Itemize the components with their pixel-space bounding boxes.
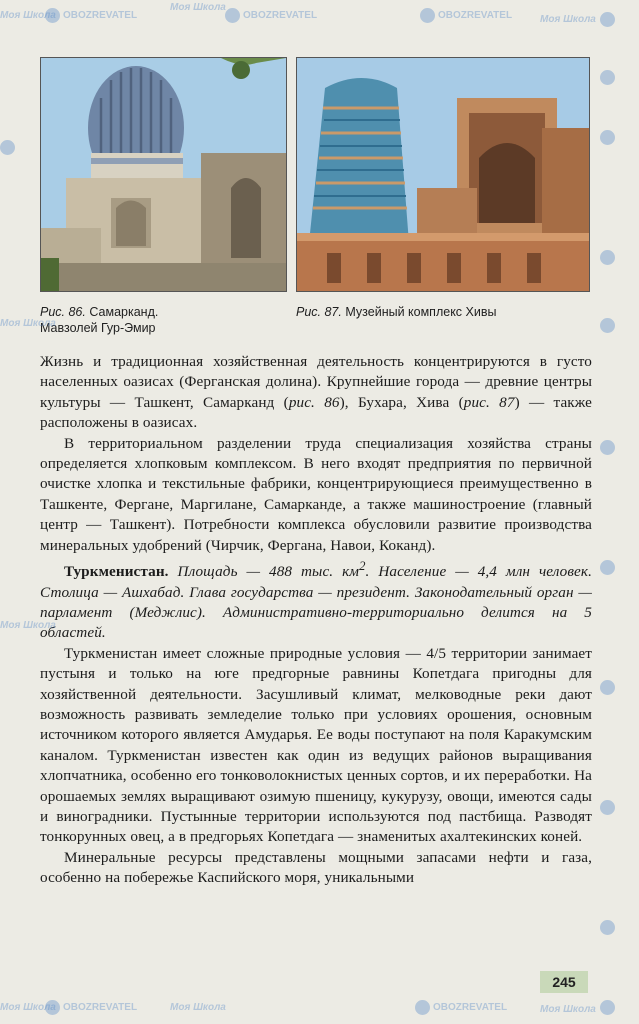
body-text <box>40 352 592 889</box>
paragraph-cotton-complex: В территориальном разделении труда специализация хозяйства страны определяется хлопковым комплексом. В него входят предприятия по первичной очистке хлопка и текстильные фабрики, концентрирующиеся преимущественно в Ташкенте, Фергане, Маргилане, Самарканде, а также машиностроение (главный центр — Ташкент). Потребности комплекса обусловили развитие производства минеральных удобрений (Чирчик, Фергана, Навои, Коканд). <box>40 434 592 554</box>
figure-86-caption-line1: Самарканд. <box>89 305 159 319</box>
paragraph-mineral-resources: Минеральные ресурсы представлены мощными запасами нефти и газа, особенно на побережье Каспийского моря, уникальными <box>40 848 592 887</box>
figure-86-number: Рис. 86. <box>40 305 86 319</box>
watermark-school: Моя Школа <box>0 318 56 329</box>
watermark-logo-icon <box>600 250 615 265</box>
page-number: 245 <box>540 971 588 993</box>
watermark-logo-icon <box>600 1000 615 1015</box>
watermark-logo-icon <box>45 8 60 23</box>
watermark <box>170 1002 226 1013</box>
watermark-brand: OBOZREVATEL <box>63 1002 138 1014</box>
watermark <box>45 8 137 23</box>
watermark-logo-icon <box>600 12 615 27</box>
watermark <box>420 8 512 23</box>
turkmenistan-area-label: Площадь — 488 тыс. км <box>177 563 360 581</box>
watermark <box>0 140 18 155</box>
watermark <box>600 1000 618 1015</box>
watermark-logo-icon <box>415 1000 430 1015</box>
watermark-logo-icon <box>420 8 435 23</box>
watermark <box>170 2 226 13</box>
watermark <box>540 14 596 25</box>
watermark <box>225 8 317 23</box>
watermark-school: Моя Школа <box>170 1002 226 1013</box>
figure-87-reference: рис. 87 <box>463 393 515 411</box>
figure-86-caption-line2: Мавзолей Гур-Эмир <box>40 321 156 335</box>
watermark <box>600 250 618 265</box>
watermark-logo-icon <box>600 440 615 455</box>
watermark-logo-icon <box>600 800 615 815</box>
watermark <box>600 680 618 695</box>
watermark <box>0 10 56 21</box>
figure-86-caption <box>40 304 290 336</box>
turkmenistan-facts-rest: . Население — 4,4 млн человек. Столица — Ашхабад. Глава государства — президент. Законодательный орган — парламент (Меджлис). Административно-территориально делится на 5 областей. <box>40 563 592 642</box>
figure-87-number: Рис. 87. <box>296 305 342 319</box>
watermark-logo-icon <box>600 70 615 85</box>
watermark <box>600 318 618 333</box>
watermark <box>600 920 618 935</box>
paragraph-turkmenistan-facts <box>40 556 592 644</box>
paragraph-oases-text-c: ) — также расположены в оазисах. <box>40 393 593 432</box>
watermark-school: Моя Школа <box>540 1004 596 1015</box>
paragraph-oases-text-b: ), Бухара, Хива ( <box>339 393 464 411</box>
watermark-school: Моя Школа <box>0 1002 56 1013</box>
area-unit-superscript: 2 <box>359 559 366 574</box>
watermark <box>415 1000 507 1015</box>
paragraph-oases-text-a: Жизнь и традиционная хозяйственная деятельность концентрируются в густо населенных оазисах (Ферганская долина). Крупнейшие города — древние центры культуры — Ташкент, Самарканд ( <box>40 353 592 411</box>
watermark-logo-icon <box>600 920 615 935</box>
turkmenistan-heading: Туркменистан. <box>64 563 169 581</box>
watermark <box>540 1004 596 1015</box>
watermark-brand: OBOZREVATEL <box>433 1002 508 1014</box>
watermark <box>600 12 618 27</box>
watermark-brand: OBOZREVATEL <box>63 10 138 22</box>
watermark-logo-icon <box>600 318 615 333</box>
watermark <box>0 1002 56 1013</box>
watermark-school: Моя Школа <box>0 10 56 21</box>
watermark <box>600 440 618 455</box>
figure-87-caption-line1: Музейный комплекс Хивы <box>345 305 497 319</box>
watermark <box>600 130 618 145</box>
watermark <box>600 560 618 575</box>
watermark <box>600 800 618 815</box>
watermark-logo-icon <box>225 8 240 23</box>
gur-emir-mausoleum-photo <box>40 57 287 292</box>
watermark-logo-icon <box>600 130 615 145</box>
watermark-logo-icon <box>600 560 615 575</box>
figure-87-caption <box>296 304 596 320</box>
watermark-logo-icon <box>0 140 15 155</box>
watermark-logo-icon <box>45 1000 60 1015</box>
watermark <box>600 70 618 85</box>
figure-86-reference: рис. 86 <box>288 393 340 411</box>
watermark-school: Моя Школа <box>170 2 226 13</box>
paragraph-oases <box>40 352 592 434</box>
watermark-brand: OBOZREVATEL <box>438 10 513 22</box>
watermark-school: Моя Школа <box>540 14 596 25</box>
khiva-museum-complex-photo <box>296 57 590 292</box>
watermark-school: Моя Школа <box>0 620 56 631</box>
watermark-logo-icon <box>600 680 615 695</box>
paragraph-natural-conditions: Туркменистан имеет сложные природные условия — 4/5 территории занимает пустыня и только на юге предгорные равнины Копетдага пригодны для хозяйственной деятельности. Засушливый климат, мелководные реки дают возможность развивать земледелие только при условиях орошения, основным источником которого является Амударья. Ее воды поступают на поля Каракумским каналом. Туркменистан известен как один из ведущих районов выращивания хлопчатника, особенно его тонковолокнистых ценных сортов, и их переработки. На орошаемых землях выращивают озимую пшеницу, кукурузу, овощи, имеются сады и виноградники. Пустынные территории используются под пастбища. Разводят тонкорунных овец, а в предгорьях Копетдага — знаменитых ахалтекинских коней. <box>40 644 592 846</box>
watermark <box>45 1000 137 1015</box>
watermark-brand: OBOZREVATEL <box>243 10 318 22</box>
